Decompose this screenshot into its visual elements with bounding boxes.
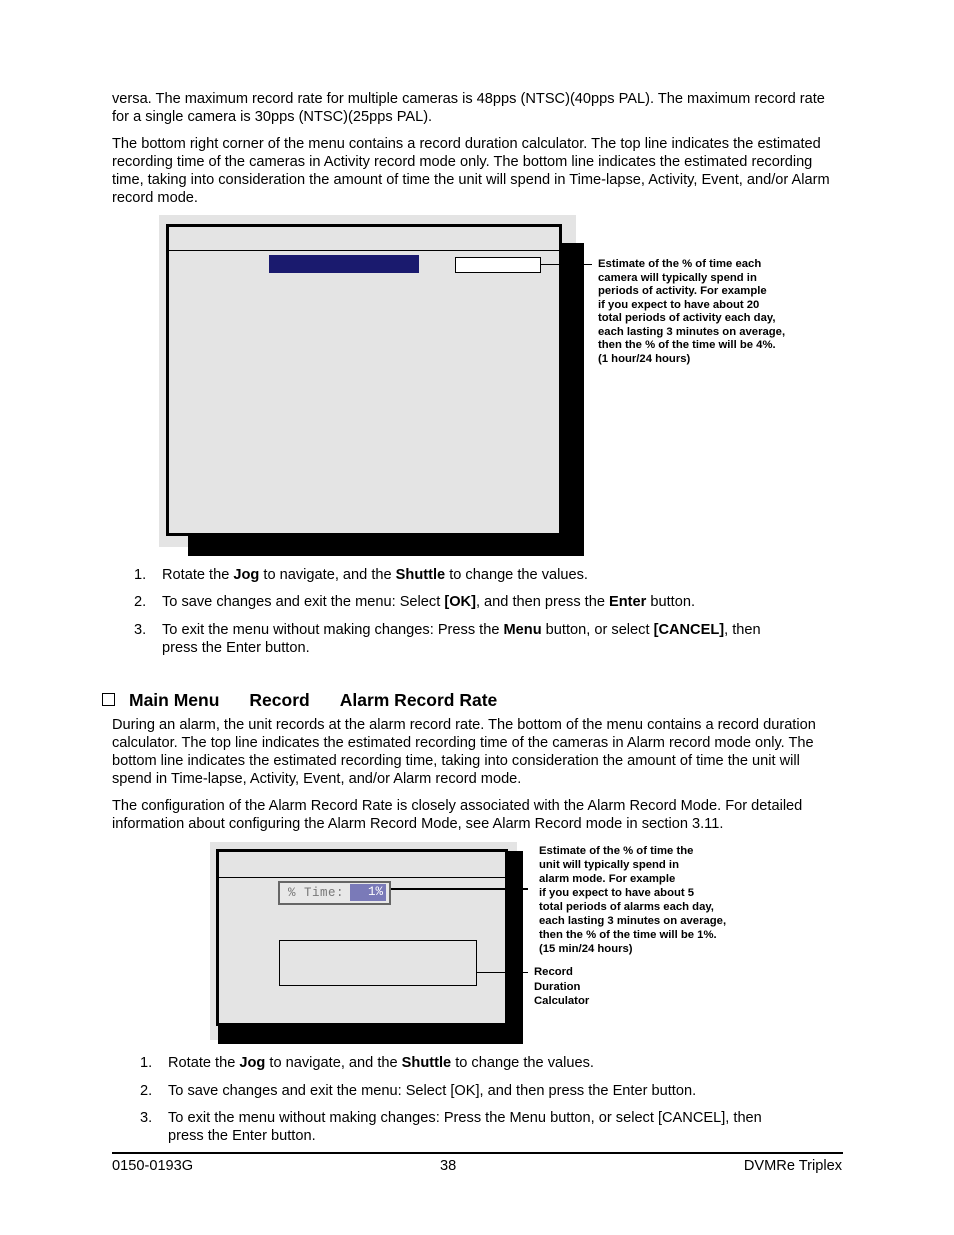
figure2-title-divider bbox=[219, 877, 505, 878]
percent-time-label: % Time: bbox=[288, 886, 345, 900]
footer-doc-number: 0150-0193G bbox=[112, 1158, 194, 1174]
figure2-callout-line-percent bbox=[391, 888, 528, 890]
figure1-selected-row bbox=[269, 255, 419, 273]
figure1-callout-line bbox=[541, 264, 592, 265]
section-heading: Main Menu Record Alarm Record Rate bbox=[102, 689, 497, 711]
section-paragraph-2: The configuration of the Alarm Record Rate is closely associated with the Alarm Record Mode. For detailed information about configuring the Alarm Record Mode, see Alarm Record mode in section 3.11. bbox=[112, 798, 803, 832]
list-item: 1. Rotate the Jog to navigate, and the Shuttle to change the values. bbox=[140, 1055, 594, 1071]
intro-paragraph-2: The bottom right corner of the menu contains a record duration calculator. The top line indicates the estimated recording time of the cameras in Activity record mode only. The bottom line indicates the estimated recording time, taking into consideration the amount of time the unit will spend in Time-lapse, Activity, Event, and/or Alarm record mode. bbox=[112, 136, 830, 206]
figure2-callout-line-calculator bbox=[476, 972, 528, 973]
figure2-menu-frame bbox=[216, 849, 508, 1026]
footer-page-number: 38 bbox=[440, 1158, 457, 1174]
list-item: 2. To save changes and exit the menu: Select [OK], and then press the Enter button. bbox=[134, 594, 696, 610]
list-item: 1. Rotate the Jog to navigate, and the Shuttle to change the values. bbox=[134, 567, 588, 583]
record-duration-calculator bbox=[279, 940, 477, 986]
list-item: 2. To save changes and exit the menu: Select [OK], and then press the Enter button. bbox=[140, 1083, 697, 1099]
figure2-calculator-label: Record Duration Calculator bbox=[534, 966, 590, 1007]
figure1-callout-note: Estimate of the % of time each camera will typically spend in periods of activity. For example if you expect to have about 20 total periods of activity each day, each lasting 3 minutes on average, then the % of the time will be 4%. (1 hour/24 hours) bbox=[598, 258, 786, 365]
percent-time-value: 1% bbox=[350, 884, 386, 901]
section-paragraph-1: During an alarm, the unit records at the alarm record rate. The bottom of the menu contains a record duration calculator. The top line indicates the estimated recording time of the cameras in Alarm record mode only. The bottom line indicates the estimated recording time, taking into consideration the amount of time the unit will spend in Time-lapse, Activity, Event, and/or Alarm record mode. bbox=[112, 717, 816, 787]
figure1-percent-field bbox=[455, 257, 541, 273]
figure2-callout-note: Estimate of the % of time the unit will typically spend in alarm mode. For example if you expect to have about 5 total periods of alarms each day, each lasting 3 minutes on average, then the % of the time will be 1%. (15 min/24 hours) bbox=[539, 845, 727, 955]
footer-product-name: DVMRe Triplex bbox=[743, 1158, 842, 1174]
intro-paragraph-1: versa. The maximum record rate for multiple cameras is 48pps (NTSC)(40pps PAL). The maximum record rate for a single camera is 30pps (NTSC)(25pps PAL). bbox=[112, 91, 825, 125]
list-item: 3. To exit the menu without making changes: Press the Menu button, or select [CANCEL], then press the Enter button. bbox=[140, 1110, 762, 1144]
figure1-title-divider bbox=[169, 250, 559, 251]
list-item: 3. To exit the menu without making changes: Press the Menu button, or select [CANCEL], then press the Enter button. bbox=[134, 622, 761, 656]
checkbox-icon bbox=[102, 693, 115, 706]
footer-rule bbox=[112, 1152, 843, 1154]
